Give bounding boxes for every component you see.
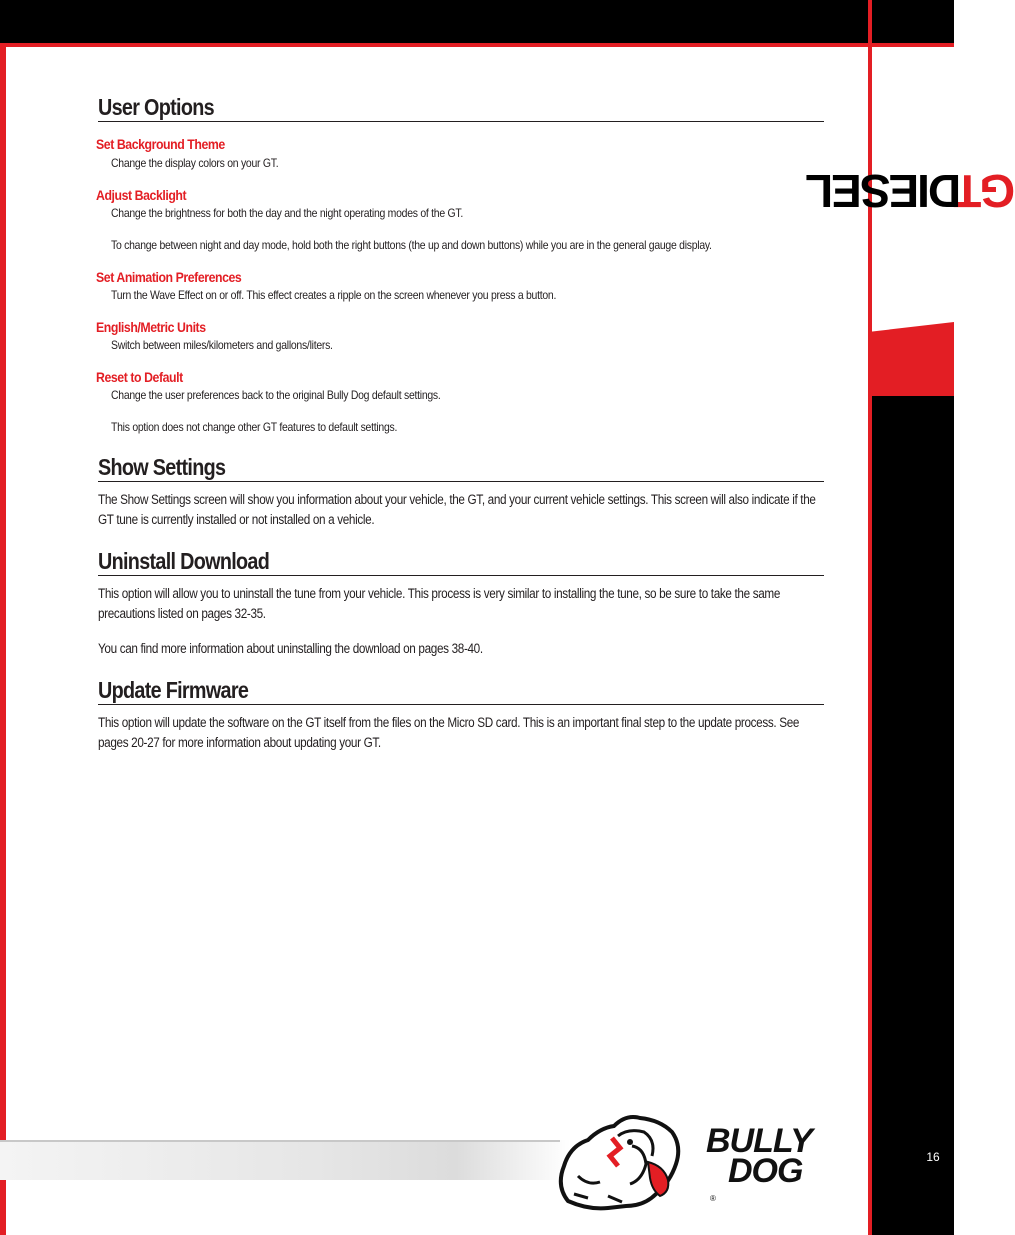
option-title: Reset to Default <box>96 369 183 385</box>
section-update-firmware <box>98 677 824 705</box>
page-content <box>96 94 836 753</box>
option-text: Turn the Wave Effect on or off. This effect creates a ripple on the screen whenever you press a button. <box>111 288 557 302</box>
section-user-options <box>98 94 824 122</box>
section-paragraph: This option will allow you to uninstall the tune from your vehicle. This process is very similar to installing the tune, so be sure to take the same precautions listed on pages 32-35. <box>98 586 781 621</box>
option-text: This option does not change other GT features to default settings. <box>111 420 398 434</box>
option-text: Change the brightness for both the day and the night operating modes of the GT. <box>111 206 463 220</box>
option-title: Set Animation Preferences <box>96 269 242 285</box>
page-number: 16 <box>926 1150 940 1164</box>
side-title-rest: DIESEL <box>806 165 962 217</box>
side-title-accent: GT <box>955 165 1015 217</box>
top-accent-stripe <box>0 43 954 47</box>
option-text: Change the display colors on your GT. <box>111 156 279 170</box>
option-text: Change the user preferences back to the original Bully Dog default settings. <box>111 388 441 402</box>
option-title: Adjust Backlight <box>96 187 187 203</box>
section-uninstall-download <box>98 548 824 576</box>
section-paragraph: This option will update the software on the GT itself from the files on the Micro SD card. This is an important final step to the update process. See pages 20-27 for more information about updating your GT. <box>98 715 800 750</box>
option-text: Switch between miles/kilometers and gallons/liters. <box>111 338 333 352</box>
registered-mark: ® <box>710 1194 716 1203</box>
logo-word-dog: DOG <box>728 1152 803 1190</box>
option-title: English/Metric Units <box>96 319 206 335</box>
section-heading: Show Settings <box>98 454 226 480</box>
section-paragraph: You can find more information about uninstalling the download on pages 38-40. <box>98 641 483 656</box>
side-title <box>806 96 1015 286</box>
footer-gradient-bar <box>0 1140 570 1180</box>
logo-word-bully: BULLY <box>706 1122 812 1160</box>
top-bar <box>0 0 954 43</box>
section-paragraph: The Show Settings screen will show you information about your vehicle, the GT, and your current vehicle settings. This screen will also indicate if the GT tune is currently installed or not installed on a vehicle. <box>98 492 816 527</box>
bully-dog-logo <box>548 1106 838 1212</box>
section-heading: Update Firmware <box>98 677 249 703</box>
bulldog-mascot-icon <box>548 1106 708 1212</box>
left-accent-stripe <box>0 43 6 1235</box>
section-heading: Uninstall Download <box>98 548 270 574</box>
option-title: Set Background Theme <box>96 136 225 152</box>
option-text: To change between night and day mode, hold both the right buttons (the up and down buttons) while you are in the general gauge display. <box>111 238 712 252</box>
section-heading: User Options <box>98 94 214 120</box>
section-show-settings <box>98 454 824 482</box>
footer-divider <box>0 1140 560 1142</box>
